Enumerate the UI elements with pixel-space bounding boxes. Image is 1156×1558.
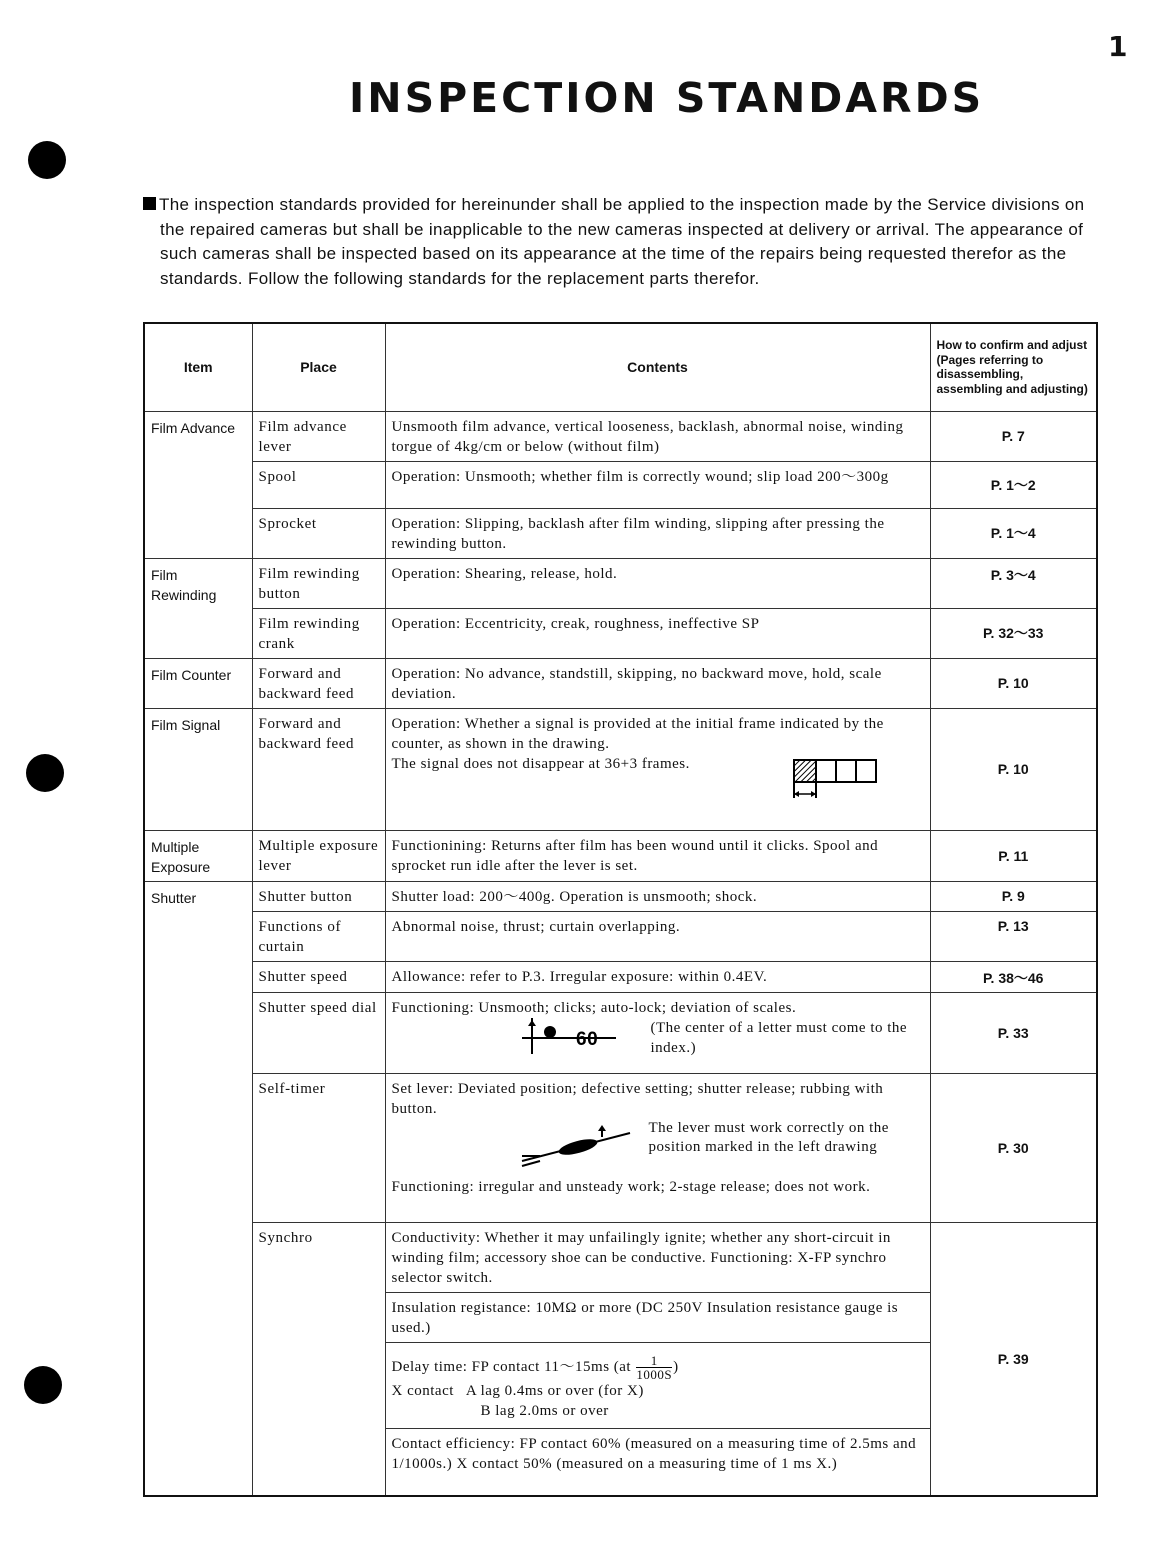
header-row — [144, 323, 1097, 411]
item-shutter: Shutter — [144, 881, 252, 1496]
table-row — [144, 558, 1097, 608]
contents-cell: Abnormal noise, thrust; curtain overlapping. — [385, 911, 930, 961]
contents-text: Functioning: irregular and unsteady work; 2-stage release; does not work. — [391, 1178, 871, 1195]
place-cell: Spool — [252, 461, 385, 508]
delay-text: Delay time: FP contact 11～15ms (at — [391, 1358, 636, 1375]
contents-text: Operation: Whether a signal is provided at the initial frame indicated by the counter, as shown in the drawing. — [391, 715, 884, 752]
contents-cell: Operation: Unsmooth; whether film is correctly wound; slip load 200～300g — [385, 461, 930, 508]
contents-cell: Operation: No advance, standstill, skipping, no backward move, hold, scale deviation. — [385, 658, 930, 708]
item-multiple-exposure: Multiple Exposure — [144, 830, 252, 881]
place-cell: Film rewinding crank — [252, 608, 385, 658]
page-ref: P. 9 — [930, 881, 1097, 911]
place-cell: Sprocket — [252, 508, 385, 558]
contents-cell — [385, 1342, 930, 1428]
table-row — [144, 411, 1097, 461]
place-cell: Functions of curtain — [252, 911, 385, 961]
page-ref: P. 39 — [930, 1222, 1097, 1496]
intro-text: The inspection standards provided for hereinunder shall be applied to the inspection made by the Service divisions on the repaired cameras but shall be inapplicable to the new cameras inspected at delivery or arrival. The appearance of such cameras shall be inspected based on its appearance at the time of the repairs being requested therefor as the standards. Follow the following standards for the replacement parts therefor. — [159, 195, 1085, 288]
page-ref: P. 3～4 — [930, 558, 1097, 608]
intro-paragraph — [143, 193, 1103, 291]
page-ref: P. 10 — [930, 708, 1097, 830]
place-cell: Forward and backward feed — [252, 708, 385, 830]
page-ref: P. 10 — [930, 658, 1097, 708]
page-ref: P. 1～2 — [930, 461, 1097, 508]
item-film-rewinding: Film Rewinding — [144, 558, 252, 658]
contents-cell — [385, 1073, 930, 1222]
place-cell: Shutter speed — [252, 961, 385, 992]
page-ref: P. 7 — [930, 411, 1097, 461]
table-row — [144, 508, 1097, 558]
table-row — [144, 1222, 1097, 1292]
contents-cell: Conductivity: Whether it may unfailingly ignite; whether any short-circuit in winding film; accessory shoe can be conductive. Functioning: X-FP synchro selector switch. — [385, 1222, 930, 1292]
table-row — [144, 1073, 1097, 1222]
place-cell: Synchro — [252, 1222, 385, 1496]
place-cell: Shutter speed dial — [252, 992, 385, 1073]
page-ref: P. 30 — [930, 1073, 1097, 1222]
table-row — [144, 830, 1097, 881]
page-ref: P. 13 — [930, 911, 1097, 961]
contents-cell: Operation: Slipping, backlash after film winding, slipping after pressing the rewinding button. — [385, 508, 930, 558]
page-ref: P. 1～4 — [930, 508, 1097, 558]
place-cell: Multiple exposure lever — [252, 830, 385, 881]
contents-cell: Allowance: refer to P.3. Irregular exposure: within 0.4EV. — [385, 961, 930, 992]
place-cell: Shutter button — [252, 881, 385, 911]
item-film-signal: Film Signal — [144, 708, 252, 830]
x-contact-b: B lag 2.0ms or over — [480, 1402, 609, 1419]
contents-cell: Shutter load: 200～400g. Operation is unsmooth; shock. — [385, 881, 930, 911]
page-ref: P. 33 — [930, 992, 1097, 1073]
contents-text: Set lever: Deviated position; defective setting; shutter release; rubbing with button. — [391, 1080, 884, 1117]
header-item: Item — [144, 323, 252, 411]
contents-cell: Operation: Shearing, release, hold. — [385, 558, 930, 608]
contents-text: Functioning: Unsmooth; clicks; auto-lock; deviation of scales. — [391, 999, 797, 1016]
table-row — [144, 708, 1097, 830]
binder-hole-3 — [24, 1366, 62, 1404]
page-ref: P. 11 — [930, 830, 1097, 881]
place-cell: Forward and backward feed — [252, 658, 385, 708]
bullet-square-icon — [143, 197, 156, 210]
table-row — [144, 881, 1097, 911]
frac-num: 1 — [636, 1354, 672, 1368]
self-timer-note: The lever must work correctly on the position marked in the left drawing — [648, 1119, 889, 1155]
contents-text: The signal does not disappear at 36+3 frames. — [391, 755, 690, 772]
contents-cell: Insulation registance: 10MΩ or more (DC 250V Insulation resistance gauge is used.) — [385, 1292, 930, 1342]
frac-close: ) — [673, 1358, 679, 1375]
x-contact-a: X contact A lag 0.4ms or over (for X) — [391, 1382, 644, 1399]
binder-hole-1 — [28, 141, 66, 179]
dial-note: (The center of a letter must come to the index.) — [650, 1019, 908, 1056]
page-ref: P. 38～46 — [930, 961, 1097, 992]
page-title: INSPECTION STANDARDS — [349, 74, 985, 122]
contents-cell: Functionining: Returns after film has been wound until it clicks. Spool and sprocket run idle after the lever is set. — [385, 830, 930, 881]
contents-cell: Operation: Eccentricity, creak, roughness, ineffective SP — [385, 608, 930, 658]
table-row — [144, 658, 1097, 708]
table-row — [144, 608, 1097, 658]
inspection-table — [143, 322, 1098, 1497]
header-how: How to confirm and adjust (Pages referring to disassembling, assembling and adjusting) — [930, 323, 1097, 411]
table-row — [144, 961, 1097, 992]
item-film-advance: Film Advance — [144, 411, 252, 558]
contents-cell — [385, 992, 930, 1073]
table-row — [144, 911, 1097, 961]
frac-den: 1000S — [636, 1366, 673, 1382]
page-ref: P. 32～33 — [930, 608, 1097, 658]
dial-label: 60 — [575, 1028, 598, 1050]
binder-hole-2 — [26, 754, 64, 792]
header-place: Place — [252, 323, 385, 411]
place-cell: Self-timer — [252, 1073, 385, 1222]
page-number: 1 — [1108, 30, 1128, 63]
contents-cell: Unsmooth film advance, vertical looseness, backlash, abnormal noise, winding torgue of 4kg/cm or below (without film) — [385, 411, 930, 461]
shutter-dial-diagram — [520, 1018, 620, 1058]
contents-cell: Contact efficiency: FP contact 60% (measured on a measuring time of 2.5ms and 1/1000s.) X contact 50% (measured on a measuring time of 1 ms X.) — [385, 1428, 930, 1496]
table-row — [144, 992, 1097, 1073]
item-film-counter: Film Counter — [144, 658, 252, 708]
place-cell: Film advance lever — [252, 411, 385, 461]
frame-signal-diagram — [790, 758, 882, 804]
table-row — [144, 461, 1097, 508]
contents-cell — [385, 708, 930, 830]
header-contents: Contents — [385, 323, 930, 411]
self-timer-lever-diagram — [518, 1123, 638, 1167]
place-cell: Film rewinding button — [252, 558, 385, 608]
